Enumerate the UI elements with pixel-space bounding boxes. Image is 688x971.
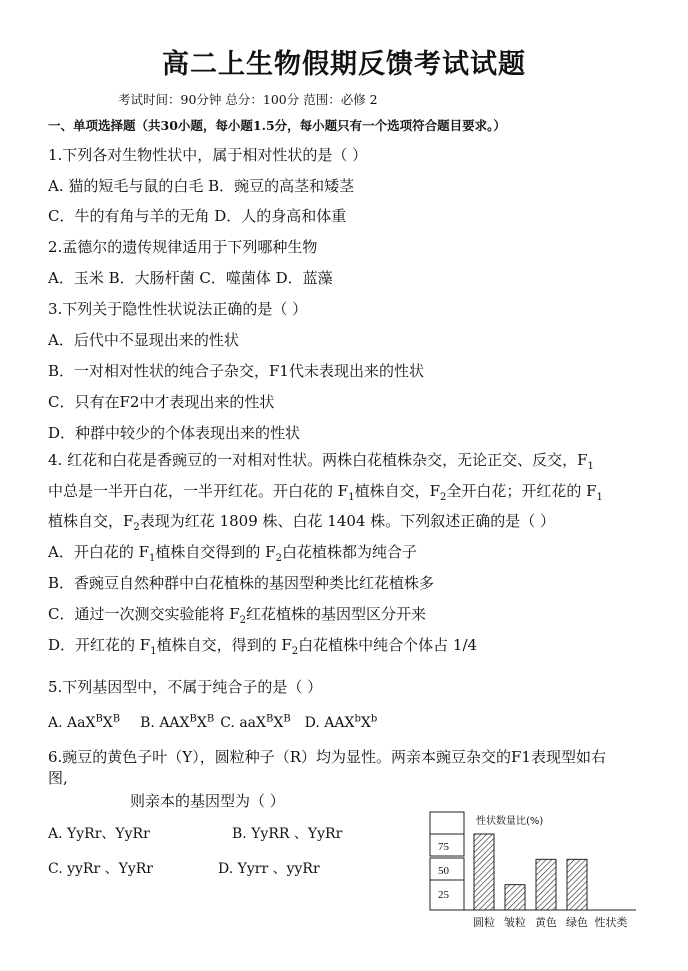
bar-皱粒 — [505, 885, 525, 910]
tick-label-50: 50 — [438, 865, 449, 877]
q6-option-a: A. YyRr、YyRr — [48, 826, 150, 842]
chart-svg — [424, 806, 640, 932]
q1-options-cd: C．牛的有角与羊的无角 D．人的身高和体重 — [48, 207, 347, 225]
q5-options — [48, 713, 377, 731]
q3-option-a: A．后代中不显现出来的性状 — [48, 331, 239, 349]
q3-stem: 3.下列关于隐性性状说法正确的是（ ） — [48, 300, 308, 318]
tick-label-75: 75 — [438, 841, 449, 853]
q6-option-d: D. Yyrr 、yyRr — [218, 861, 320, 877]
q5-stem: 5.下列基因型中，不属于纯合子的是（ ） — [48, 678, 323, 696]
q5-option-d: D. $AAX^bX^b$ — [304, 713, 378, 731]
q3-option-d: D．种群中较少的个体表现出来的性状 — [48, 424, 301, 442]
x-axis-label: 性状类 — [594, 916, 628, 929]
exam-info: 考试时间：90分钟 总分：100分 范围：必修 2 — [118, 92, 378, 107]
bar-圆粒 — [474, 834, 494, 910]
q5-option-c: C. $aaX^BX^B$ — [220, 713, 291, 731]
q4-option-d: D．开红花的 $F_1$植株自交，得到的 $F_2$白花植株中纯合个体占 1/4 — [48, 636, 478, 657]
category-label-黄色: 黄色 — [535, 916, 557, 929]
q1-stem: 1.下列各对生物性状中，属于相对性状的是（ ） — [48, 146, 368, 164]
q6-stem-line3: 则亲本的基因型为（ ） — [130, 792, 285, 810]
category-label-皱粒: 皱粒 — [504, 916, 526, 929]
page-title: 高二上生物假期反馈考试试题 — [162, 49, 526, 80]
tick-label-25: 25 — [438, 889, 449, 901]
q4-option-b: B．香豌豆自然种群中白花植株的基因型种类比红花植株多 — [48, 574, 435, 592]
category-label-圆粒: 圆粒 — [473, 916, 495, 929]
q5-option-a: A. $AaX^BX^B$ — [48, 713, 121, 731]
q1-options-ab: A. 猫的短毛与鼠的白毛 B．豌豆的高茎和矮茎 — [48, 177, 355, 195]
y-axis-label: 性状数量比(%) — [476, 816, 544, 827]
q4-stem-line3: 植株自交，$F_2$表现为红花 1809 株、白花 1404 株。下列叙述正确的是（ ） — [48, 512, 555, 533]
q4-stem-line1: 4. 红花和白花是香豌豆的一对相对性状。两株白花植株杂交，无论正交、反交，$F_1$ — [48, 451, 594, 472]
f1-phenotype-chart — [424, 806, 640, 932]
q5-option-b: B. $AAX^BX^B$ — [140, 713, 215, 731]
q2-options: A．玉米 B．大肠杆菌 C．噬菌体 D．蓝藻 — [48, 269, 333, 287]
bar-绿色 — [567, 859, 587, 910]
bar-黄色 — [536, 859, 556, 910]
q6-option-c: C. yyRr 、YyRr — [48, 861, 153, 877]
q4-option-a: A．开白花的 $F_1$植株自交得到的 $F_2$白花植株都为纯合子 — [48, 543, 417, 564]
q6-stem-line1: 6.豌豆的黄色子叶（Y），圆粒种子（R）均为显性。两亲本豌豆杂交的F1表现型如右 — [48, 748, 606, 766]
q3-option-c: C．只有在F2中才表现出来的性状 — [48, 393, 275, 411]
tick-box — [430, 812, 464, 834]
q6-stem-line2: 图, — [48, 769, 68, 787]
q2-stem: 2.孟德尔的遗传规律适用于下列哪种生物 — [48, 238, 318, 256]
category-label-绿色: 绿色 — [566, 916, 588, 929]
q4-option-c: C．通过一次测交实验能将 $F_2$红花植株的基因型区分开来 — [48, 605, 427, 626]
q6-option-b: B. YyRR 、YyRr — [232, 826, 343, 842]
q3-option-b: B．一对相对性状的纯合子杂交，F1代未表现出来的性状 — [48, 362, 424, 380]
q4-stem-line2: 中总是一半开白花，一半开红花。开白花的 $F_1$植株自交，$F_2$全开白花；开红花的 $F_1$ — [48, 482, 603, 503]
section-heading: 一、单项选择题（共30小题，每小题1.5分，每小题只有一个选项符合题目要求。） — [48, 118, 506, 133]
